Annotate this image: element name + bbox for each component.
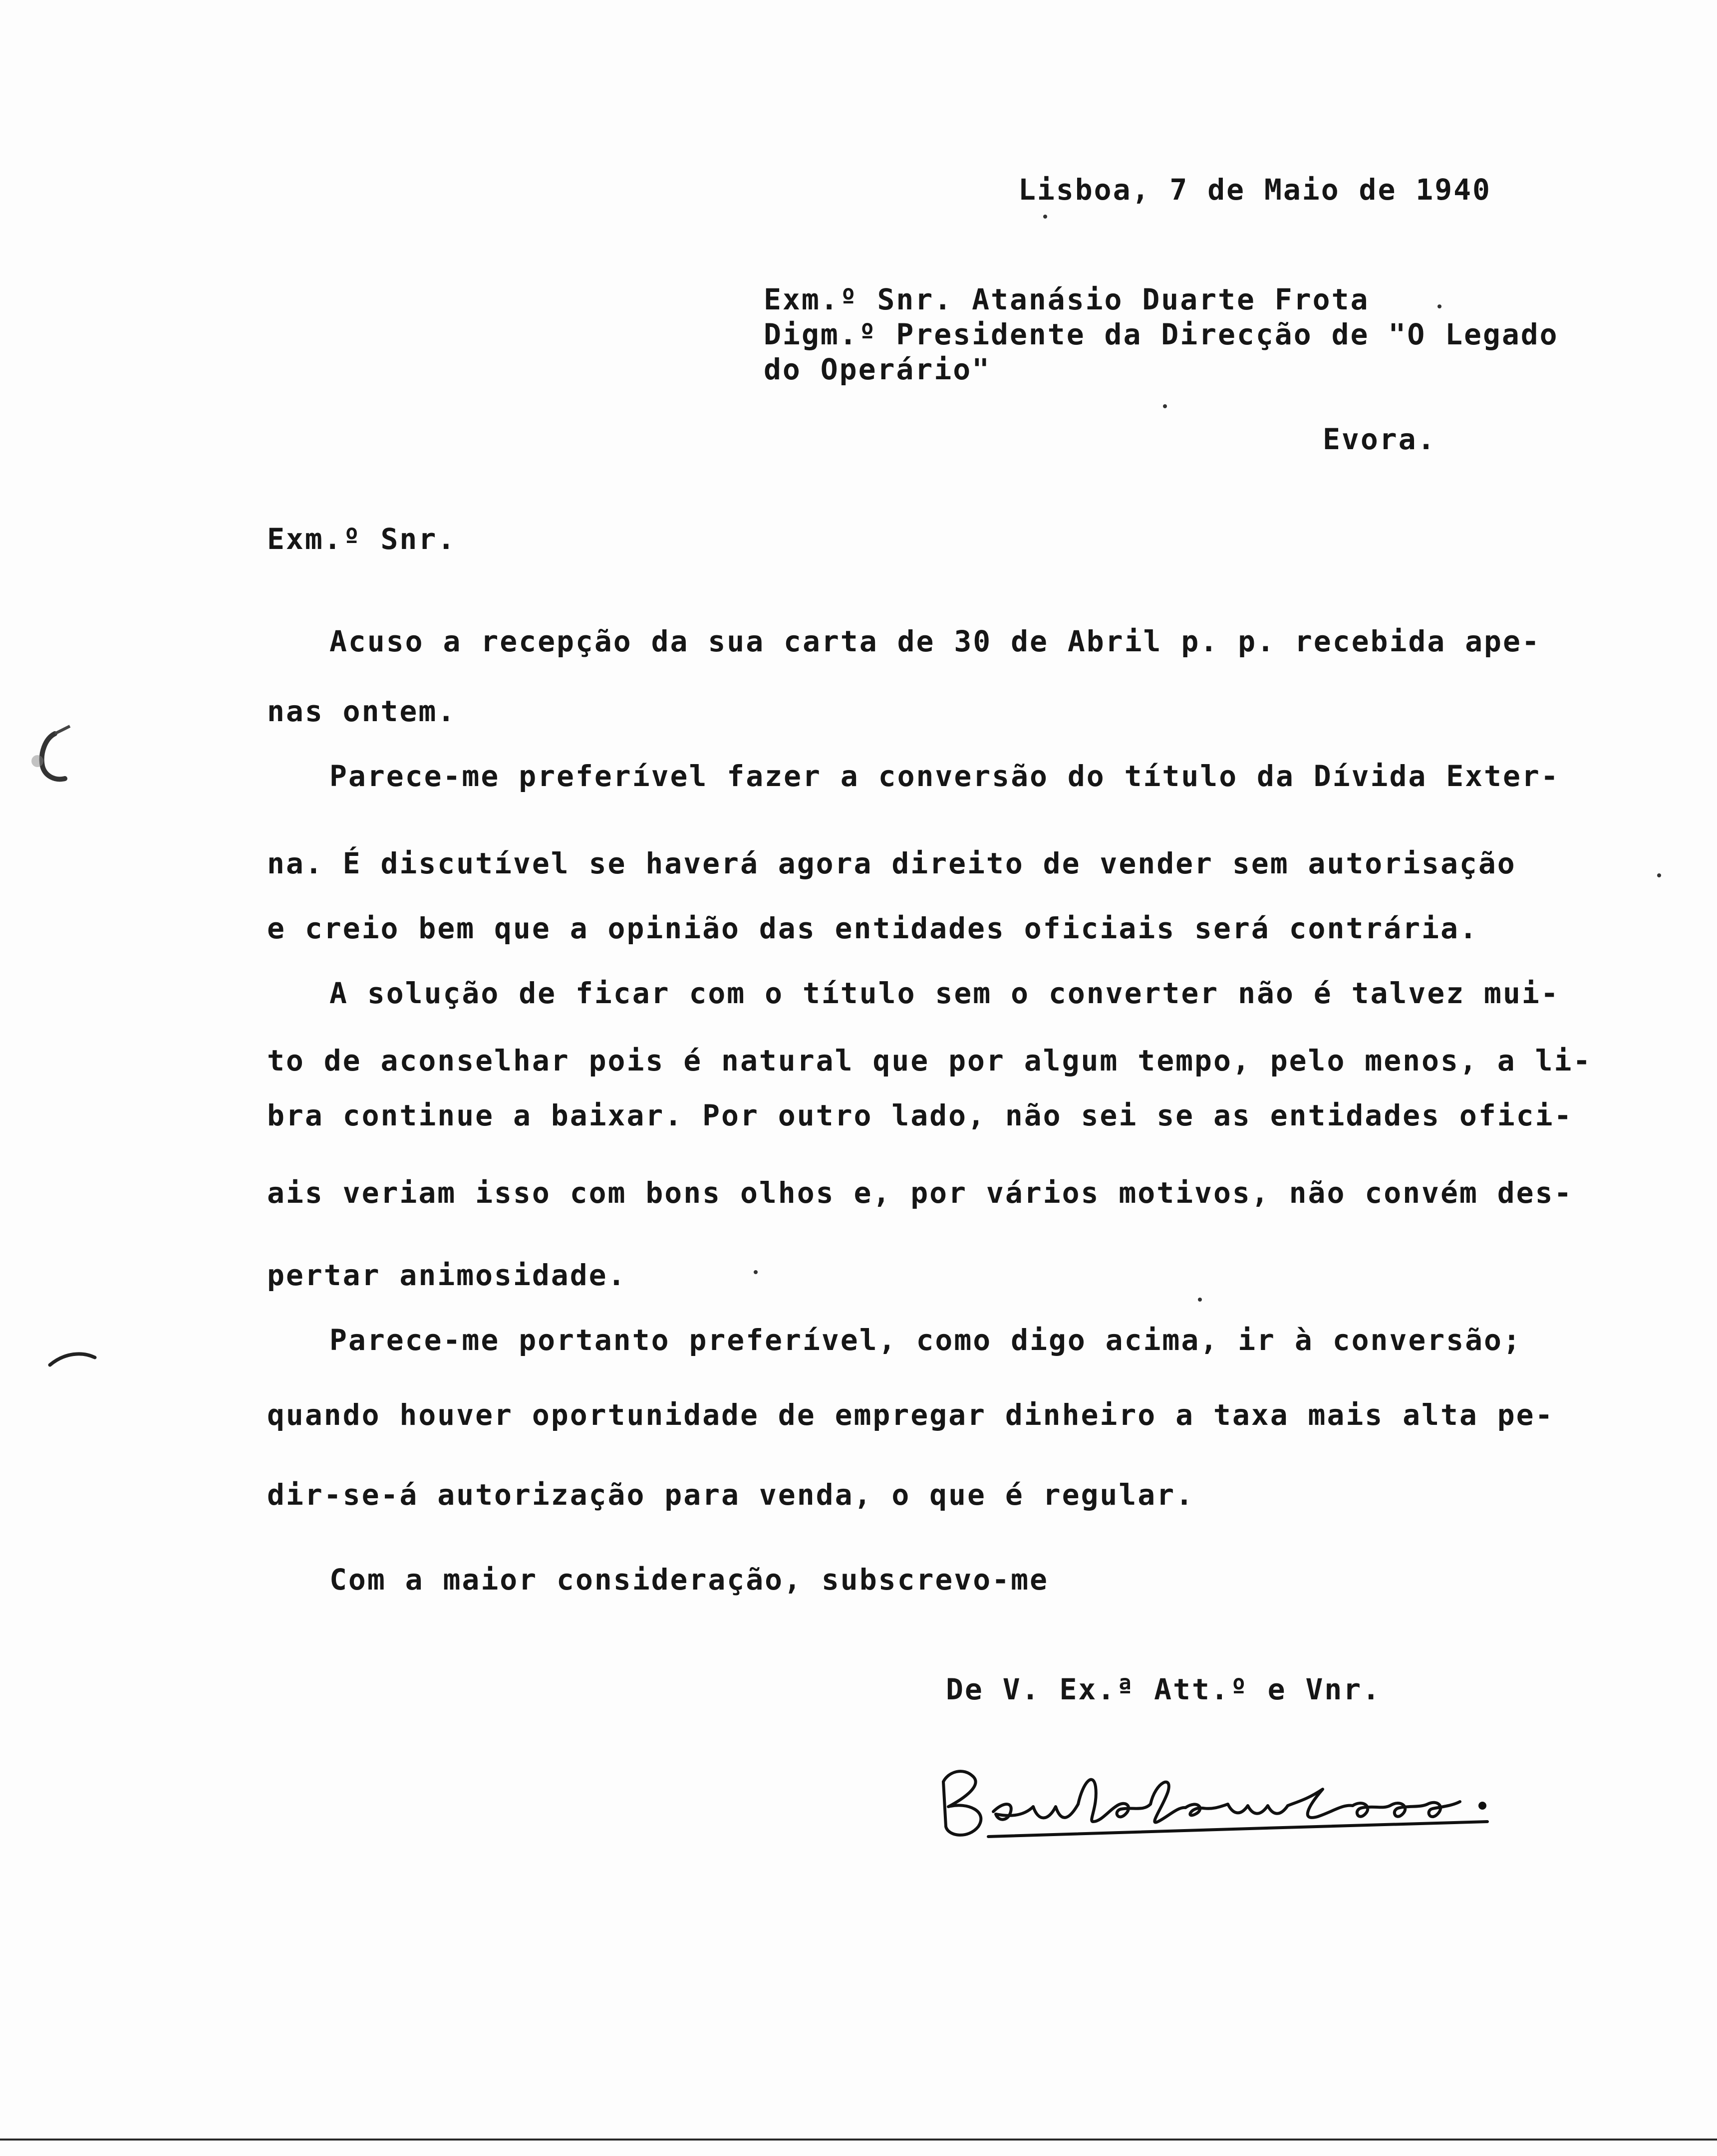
body-line: na. É discutível se haverá agora direito de vender sem autorisação	[267, 846, 1516, 880]
body-line: ais veriam isso com bons olhos e, por vários motivos, não convém des-	[267, 1176, 1573, 1210]
scan-speck	[1163, 404, 1167, 408]
recipient-line-2: Digm.º Presidente da Direcção de "O Legado	[764, 317, 1559, 351]
recipient-line-3: do Operário"	[764, 352, 991, 386]
body-line: quando houver oportunidade de empregar dinheiro a taxa mais alta pe-	[267, 1398, 1554, 1432]
scan-speck	[1198, 1298, 1202, 1302]
scan-mark	[45, 1348, 100, 1372]
body-line: Parece-me portanto preferível, como digo acima, ir à conversão;	[329, 1323, 1522, 1357]
scan-speck	[1657, 873, 1661, 877]
body-line: bra continue a baixar. Por outro lado, não sei se as entidades ofici-	[267, 1098, 1573, 1132]
recipient-line-1: Exm.º Snr. Atanásio Duarte Frota	[764, 282, 1370, 316]
regards-line: De V. Ex.ª Att.º e Vnr.	[946, 1672, 1382, 1706]
body-line: dir-se-á autorização para venda, o que é regular.	[267, 1478, 1195, 1512]
salutation: Exm.º Snr.	[267, 522, 457, 556]
letter-date: Lisboa, 7 de Maio de 1940	[1018, 173, 1491, 207]
body-line: Acuso a recepção da sua carta de 30 de Abril p. p. recebida ape-	[329, 624, 1541, 658]
body-line: e creio bem que a opinião das entidades oficiais será contrária.	[267, 911, 1478, 945]
scan-smudge	[20, 719, 80, 794]
body-line: to de aconselhar pois é natural que por algum tempo, pelo menos, a li-	[267, 1044, 1592, 1078]
body-line: A solução de ficar com o título sem o converter não é talvez mui-	[329, 976, 1560, 1010]
recipient-city: Evora.	[1323, 422, 1436, 456]
bottom-rule	[0, 2139, 1717, 2141]
body-line: pertar animosidade.	[267, 1258, 627, 1292]
scan-speck	[754, 1270, 758, 1274]
closing-line: Com a maior consideração, subscrevo-me	[329, 1563, 1049, 1597]
scan-speck	[1437, 304, 1441, 308]
handwritten-signature	[928, 1752, 1502, 1852]
body-line: nas ontem.	[267, 694, 457, 728]
body-line: Parece-me preferível fazer a conversão do título da Dívida Exter-	[329, 759, 1560, 793]
scan-speck	[1043, 215, 1047, 219]
